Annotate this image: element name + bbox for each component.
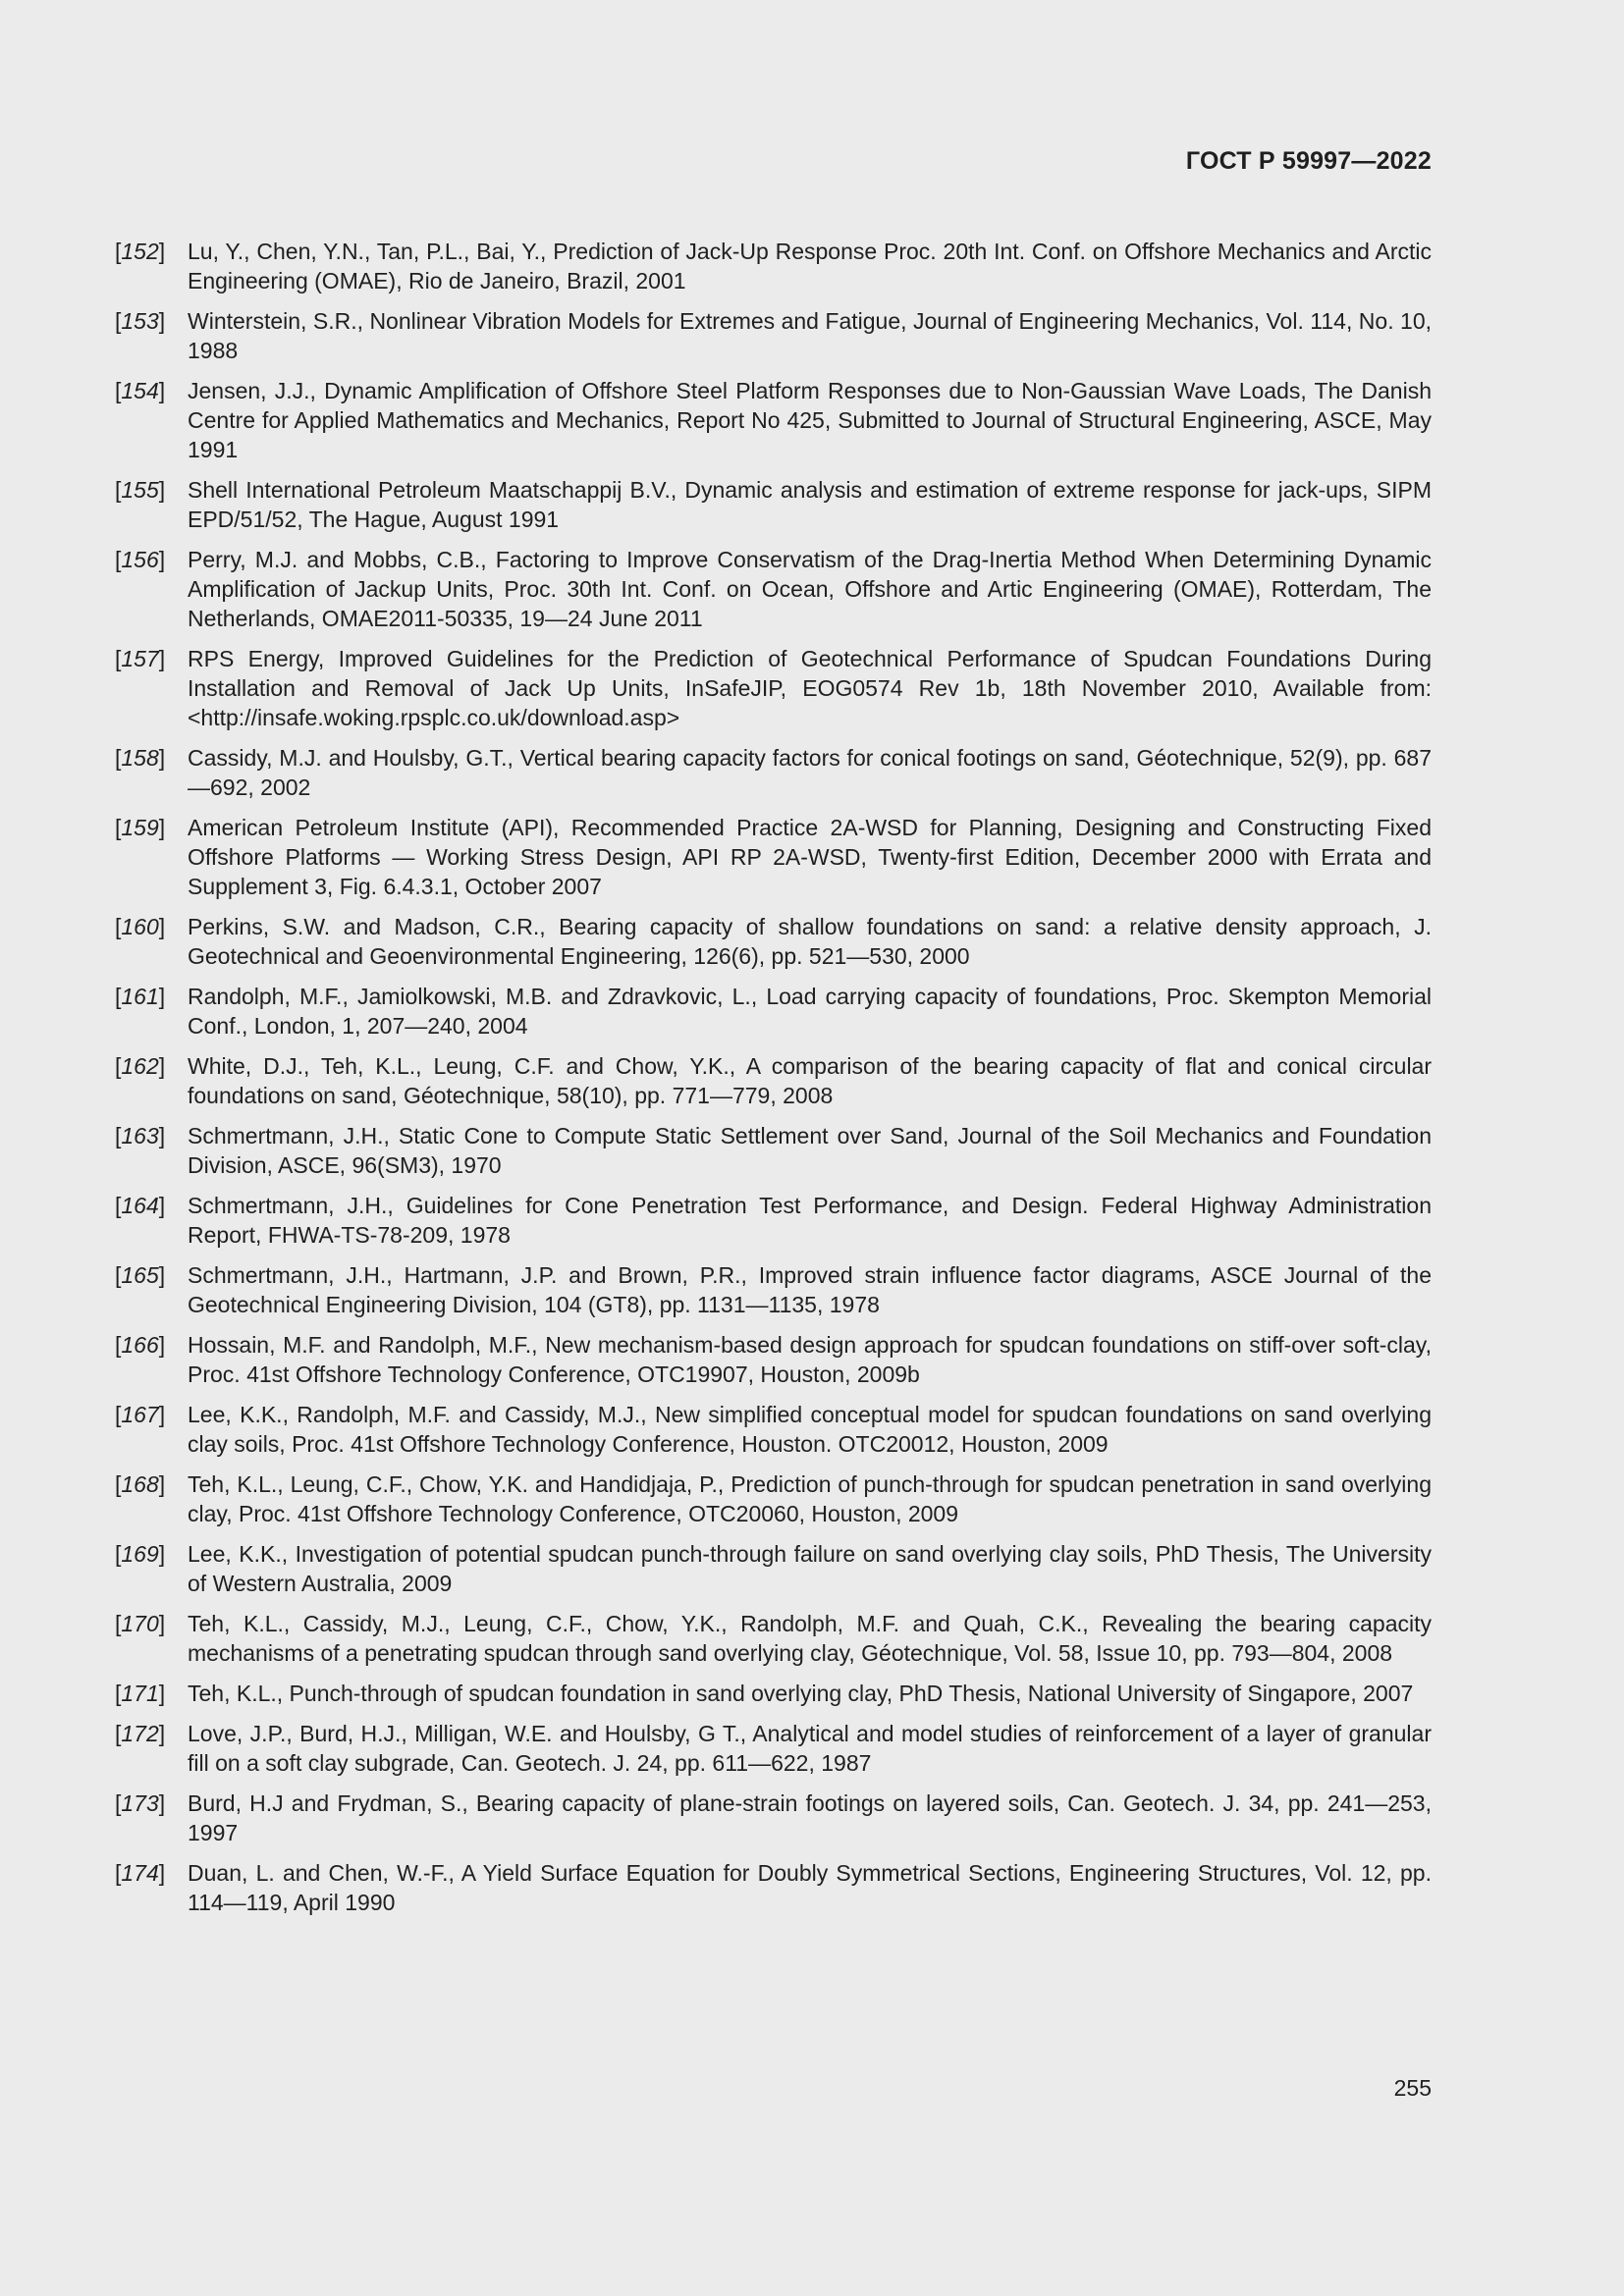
reference-number: [155]: [115, 477, 166, 503]
reference-number: [162]: [115, 1053, 166, 1079]
reference-number-value: 154: [121, 378, 159, 403]
reference-number-value: 152: [121, 239, 159, 264]
reference-number: [160]: [115, 914, 166, 939]
reference-item: [115, 813, 1432, 901]
reference-text: Schmertmann, J.H., Hartmann, J.P. and Brown, P.R., Improved strain influence factor diagrams, ASCE Journal of the Geotechnical Engineering Division, 104 (GT8), pp. 1131—1135, 1978: [188, 1262, 1432, 1317]
page-number: 255: [1393, 2075, 1432, 2101]
reference-number-value: 165: [121, 1262, 159, 1288]
reference-number: [168]: [115, 1471, 166, 1497]
reference-text: Teh, K.L., Leung, C.F., Chow, Y.K. and Handidjaja, P., Prediction of punch-through for spudcan penetration in sand overlying clay, Proc. 41st Offshore Technology Conference, OTC20060, Houston, 2009: [188, 1471, 1432, 1526]
reference-number: [157]: [115, 646, 166, 671]
reference-number-value: 158: [121, 745, 159, 771]
reference-text: Jensen, J.J., Dynamic Amplification of Offshore Steel Platform Responses due to Non-Gaussian Wave Loads, The Danish Centre for Applied Mathematics and Mechanics, Report No 425, Submitted to Journal of Structural Engineering, ASCE, May 1991: [188, 378, 1432, 462]
reference-item: [115, 1051, 1432, 1110]
reference-number: [169]: [115, 1541, 166, 1567]
reference-item: [115, 982, 1432, 1041]
reference-number: [161]: [115, 984, 166, 1009]
reference-number: [170]: [115, 1611, 166, 1636]
reference-number: [167]: [115, 1402, 166, 1427]
reference-number: [154]: [115, 378, 166, 403]
reference-text: American Petroleum Institute (API), Recommended Practice 2A-WSD for Planning, Designing and Constructing Fixed Offshore Platforms — Working Stress Design, API RP 2A-WSD, Twenty-first Edition, December 2000 with Errata and Supplement 3, Fig. 6.4.3.1, October 2007: [188, 815, 1432, 899]
reference-text: Lee, K.K., Randolph, M.F. and Cassidy, M.J., New simplified conceptual model for spudcan foundations on sand overlying clay soils, Proc. 41st Offshore Technology Conference, Houston. OTC20012, Houston, 2009: [188, 1402, 1432, 1457]
reference-number-value: 166: [121, 1332, 159, 1358]
reference-text: Love, J.P., Burd, H.J., Milligan, W.E. and Houlsby, G T., Analytical and model studies of reinforcement of a layer of granular fill on a soft clay subgrade, Can. Geotech. J. 24, pp. 611—622, 1987: [188, 1721, 1432, 1776]
reference-item: [115, 1260, 1432, 1319]
reference-item: [115, 644, 1432, 732]
reference-item: [115, 1469, 1432, 1528]
reference-number: [173]: [115, 1790, 166, 1816]
reference-item: [115, 1719, 1432, 1778]
reference-number-value: 173: [121, 1790, 159, 1816]
reference-text: Randolph, M.F., Jamiolkowski, M.B. and Zdravkovic, L., Load carrying capacity of foundations, Proc. Skempton Memorial Conf., London, 1, 207—240, 2004: [188, 984, 1432, 1039]
reference-number-value: 168: [121, 1471, 159, 1497]
reference-text: Schmertmann, J.H., Guidelines for Cone Penetration Test Performance, and Design. Federal Highway Administration Report, FHWA-TS-78-209, 1978: [188, 1193, 1432, 1248]
reference-text: Shell International Petroleum Maatschappij B.V., Dynamic analysis and estimation of extreme response for jack-ups, SIPM EPD/51/52, The Hague, August 1991: [188, 477, 1432, 532]
reference-number: [163]: [115, 1123, 166, 1148]
reference-text: Perkins, S.W. and Madson, C.R., Bearing capacity of shallow foundations on sand: a relative density approach, J. Geotechnical and Geoenvironmental Engineering, 126(6), pp. 521—530, 2000: [188, 914, 1432, 969]
reference-text: Teh, K.L., Cassidy, M.J., Leung, C.F., Chow, Y.K., Randolph, M.F. and Quah, C.K., Revealing the bearing capacity mechanisms of a penetrating spudcan through sand overlying clay, Géotechnique, Vol. 58, Issue 10, pp. 793—804, 2008: [188, 1611, 1432, 1666]
reference-number: [165]: [115, 1262, 166, 1288]
reference-text: Hossain, M.F. and Randolph, M.F., New mechanism-based design approach for spudcan foundations on stiff-over soft-clay, Proc. 41st Offshore Technology Conference, OTC19907, Houston, 2009b: [188, 1332, 1432, 1387]
reference-number: [156]: [115, 547, 166, 572]
reference-text: White, D.J., Teh, K.L., Leung, C.F. and Chow, Y.K., A comparison of the bearing capacity of flat and conical circular foundations on sand, Géotechnique, 58(10), pp. 771—779, 2008: [188, 1053, 1432, 1108]
reference-number: [164]: [115, 1193, 166, 1218]
reference-number-value: 153: [121, 308, 159, 334]
reference-item: [115, 376, 1432, 464]
reference-item: [115, 1400, 1432, 1459]
reference-number-value: 167: [121, 1402, 159, 1427]
reference-number-value: 162: [121, 1053, 159, 1079]
reference-text: Teh, K.L., Punch-through of spudcan foundation in sand overlying clay, PhD Thesis, National University of Singapore, 2007: [188, 1681, 1414, 1706]
reference-item: [115, 1858, 1432, 1917]
reference-text: Lee, K.K., Investigation of potential spudcan punch-through failure on sand overlying clay soils, PhD Thesis, The University of Western Australia, 2009: [188, 1541, 1432, 1596]
reference-item: [115, 545, 1432, 633]
reference-item: [115, 306, 1432, 365]
reference-item: [115, 1191, 1432, 1250]
reference-text: Schmertmann, J.H., Static Cone to Compute Static Settlement over Sand, Journal of the Soil Mechanics and Foundation Division, ASCE, 96(SM3), 1970: [188, 1123, 1432, 1178]
reference-number: [174]: [115, 1860, 166, 1886]
page-header-standard-code: ГОСТ Р 59997—2022: [1185, 147, 1432, 175]
reference-number: [159]: [115, 815, 166, 840]
reference-number-value: 174: [121, 1860, 159, 1886]
reference-item: [115, 1609, 1432, 1668]
reference-number-value: 157: [121, 646, 159, 671]
reference-number-value: 163: [121, 1123, 159, 1148]
reference-item: [115, 1330, 1432, 1389]
reference-text: Winterstein, S.R., Nonlinear Vibration Models for Extremes and Fatigue, Journal of Engineering Mechanics, Vol. 114, No. 10, 1988: [188, 308, 1432, 363]
reference-item: [115, 475, 1432, 534]
reference-number: [153]: [115, 308, 166, 334]
reference-number-value: 156: [121, 547, 159, 572]
reference-text: Lu, Y., Chen, Y.N., Tan, P.L., Bai, Y., Prediction of Jack-Up Response Proc. 20th Int. Conf. on Offshore Mechanics and Arctic Engineering (OMAE), Rio de Janeiro, Brazil, 2001: [188, 239, 1432, 294]
reference-number: [152]: [115, 239, 166, 264]
reference-number: [171]: [115, 1681, 166, 1706]
reference-list: [115, 237, 1432, 1928]
reference-number: [158]: [115, 745, 166, 771]
reference-number-value: 169: [121, 1541, 159, 1567]
reference-number-value: 171: [121, 1681, 159, 1706]
reference-number: [172]: [115, 1721, 166, 1746]
reference-text: Burd, H.J and Frydman, S., Bearing capacity of plane-strain footings on layered soils, Can. Geotech. J. 34, pp. 241—253, 1997: [188, 1790, 1432, 1845]
reference-number-value: 161: [121, 984, 159, 1009]
reference-text: RPS Energy, Improved Guidelines for the Prediction of Geotechnical Performance of Spudcan Foundations During Installation and Removal of Jack Up Units, InSafeJIP, EOG0574 Rev 1b, 18th November 2010, Available from: <http://insafe.woking.rpsplc.co.uk/download.asp>: [188, 646, 1432, 730]
reference-item: [115, 237, 1432, 295]
reference-item: [115, 743, 1432, 802]
reference-text: Duan, L. and Chen, W.-F., A Yield Surface Equation for Doubly Symmetrical Sections, Engineering Structures, Vol. 12, pp. 114—119, April 1990: [188, 1860, 1432, 1915]
reference-number: [166]: [115, 1332, 166, 1358]
reference-number-value: 159: [121, 815, 159, 840]
reference-text: Perry, M.J. and Mobbs, C.B., Factoring to Improve Conservatism of the Drag-Inertia Method When Determining Dynamic Amplification of Jackup Units, Proc. 30th Int. Conf. on Ocean, Offshore and Artic Engineering (OMAE), Rotterdam, The Netherlands, OMAE2011-50335, 19—24 June 2011: [188, 547, 1432, 631]
reference-text: Cassidy, M.J. and Houlsby, G.T., Vertical bearing capacity factors for conical footings on sand, Géotechnique, 52(9), pp. 687—692, 2002: [188, 745, 1432, 800]
reference-number-value: 172: [121, 1721, 159, 1746]
reference-item: [115, 1679, 1432, 1708]
reference-number-value: 164: [121, 1193, 159, 1218]
reference-item: [115, 912, 1432, 971]
reference-number-value: 160: [121, 914, 159, 939]
reference-number-value: 170: [121, 1611, 159, 1636]
reference-item: [115, 1121, 1432, 1180]
reference-number-value: 155: [121, 477, 159, 503]
reference-item: [115, 1789, 1432, 1847]
reference-item: [115, 1539, 1432, 1598]
